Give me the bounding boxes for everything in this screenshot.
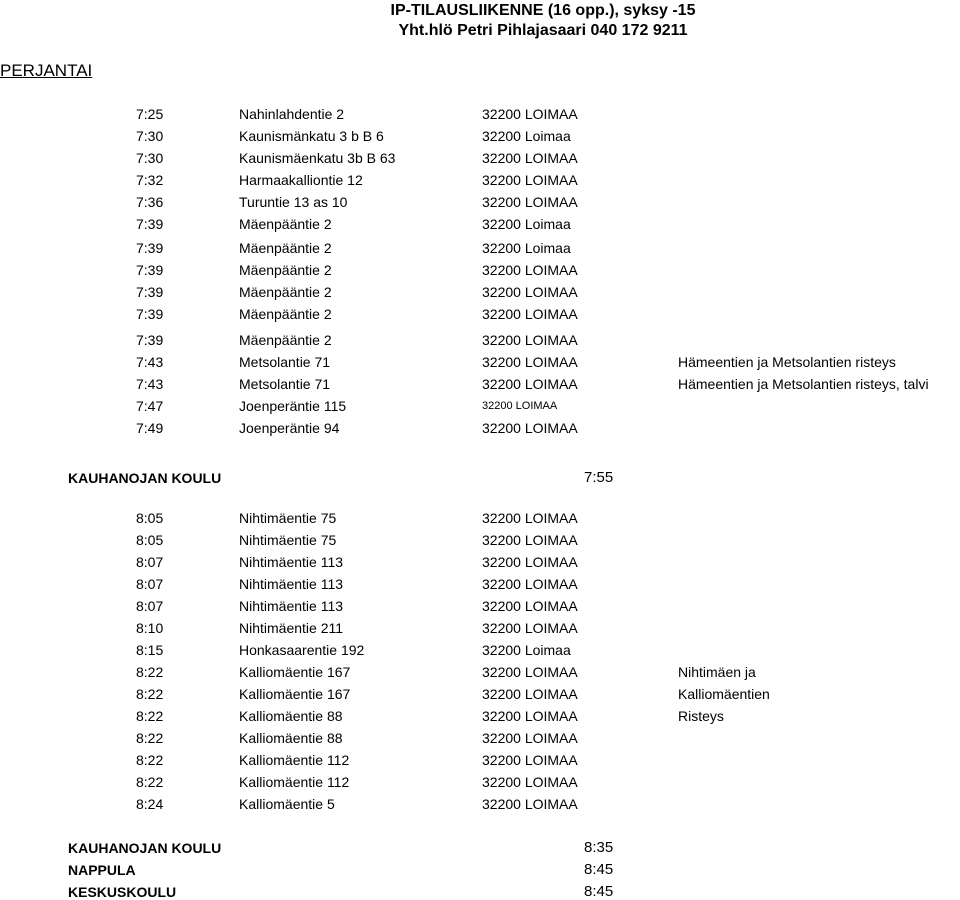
- row-street: Nihtimäentie 75: [239, 510, 337, 526]
- schedule-row: [0, 216, 960, 236]
- row-note: Hämeentien ja Metsolantien risteys: [678, 354, 896, 370]
- row-time: 7:49: [136, 420, 164, 436]
- row-street: Nahinlahdentie 2: [239, 106, 345, 122]
- schedule-row: [0, 240, 960, 260]
- schedule-row: [0, 620, 960, 640]
- row-time: 7:30: [136, 128, 164, 144]
- row-city: 32200 Loimaa: [482, 642, 571, 658]
- row-city: 32200 LOIMAA: [482, 774, 578, 790]
- schedule-row: [0, 150, 960, 170]
- schedule-row: [0, 262, 960, 282]
- schedule-row: [0, 598, 960, 618]
- row-street: Kalliomäentie 167: [239, 686, 351, 702]
- row-city: 32200 LOIMAA: [482, 752, 578, 768]
- school-name: NAPPULA: [68, 862, 136, 878]
- row-street: Metsolantie 71: [239, 376, 331, 392]
- row-time: 7:39: [136, 332, 164, 348]
- row-time: 8:10: [136, 620, 164, 636]
- row-city: 32200 LOIMAA: [482, 796, 578, 812]
- row-street: Kaunismänkatu 3 b B 6: [239, 128, 384, 144]
- row-city: 32200 LOIMAA: [482, 284, 578, 300]
- row-time: 7:47: [136, 398, 164, 414]
- row-city: 32200 LOIMAA: [482, 664, 578, 680]
- row-time: 8:15: [136, 642, 164, 658]
- schedule-row: [0, 576, 960, 596]
- row-note: Nihtimäen ja: [678, 664, 756, 680]
- school-arrival-time: 8:35: [584, 839, 614, 856]
- schedule-row: [0, 194, 960, 214]
- row-city: 32200 LOIMAA: [482, 354, 578, 370]
- row-time: 7:43: [136, 376, 164, 392]
- row-street: Mäenpääntie 2: [239, 284, 332, 300]
- row-time: 7:32: [136, 172, 164, 188]
- contact-line: Yht.hlö Petri Pihlajasaari 040 172 9211: [398, 22, 688, 39]
- row-city: 32200 Loimaa: [482, 128, 571, 144]
- row-time: 8:07: [136, 554, 164, 570]
- row-street: Kalliomäentie 167: [239, 664, 351, 680]
- row-street: Nihtimäentie 113: [239, 598, 344, 614]
- schedule-row: [0, 398, 960, 418]
- schedule-row: [0, 642, 960, 662]
- row-city: 32200 Loimaa: [482, 240, 571, 256]
- row-street: Mäenpääntie 2: [239, 240, 332, 256]
- row-street: Nihtimäentie 113: [239, 554, 344, 570]
- school-name: KAUHANOJAN KOULU: [68, 840, 222, 856]
- row-street: Mäenpääntie 2: [239, 332, 332, 348]
- row-city: 32200 LOIMAA: [482, 150, 578, 166]
- row-street: Nihtimäentie 113: [239, 576, 344, 592]
- row-time: 8:07: [136, 598, 164, 614]
- row-note: Kalliomäentien: [678, 686, 770, 702]
- schedule-row: [0, 752, 960, 772]
- row-city: 32200 LOIMAA: [482, 576, 578, 592]
- schedule-row: [0, 420, 960, 440]
- row-city: 32200 LOIMAA: [482, 400, 558, 412]
- row-time: 8:22: [136, 752, 164, 768]
- school-arrival-time: 8:45: [584, 883, 614, 900]
- row-time: 8:05: [136, 510, 164, 526]
- row-time: 8:22: [136, 686, 164, 702]
- row-street: Nihtimäentie 211: [239, 620, 344, 636]
- row-time: 8:22: [136, 708, 164, 724]
- row-street: Turuntie 13 as 10: [239, 194, 348, 210]
- row-city: 32200 LOIMAA: [482, 686, 578, 702]
- row-time: 8:22: [136, 774, 164, 790]
- row-street: Kalliomäentie 5: [239, 796, 335, 812]
- row-time: 8:24: [136, 796, 164, 812]
- row-note: Risteys: [678, 708, 724, 724]
- schedule-row: [0, 376, 960, 396]
- row-city: 32200 LOIMAA: [482, 598, 578, 614]
- row-city: 32200 LOIMAA: [482, 620, 578, 636]
- schedule-row: [0, 106, 960, 126]
- row-city: 32200 LOIMAA: [482, 332, 578, 348]
- row-city: 32200 LOIMAA: [482, 554, 578, 570]
- school-name: KESKUSKOULU: [68, 884, 177, 900]
- schedule-row: [0, 708, 960, 728]
- row-street: Joenperäntie 115: [239, 398, 347, 414]
- row-city: 32200 LOIMAA: [482, 376, 578, 392]
- row-city: 32200 LOIMAA: [482, 420, 578, 436]
- row-city: 32200 LOIMAA: [482, 194, 578, 210]
- school-name: KAUHANOJAN KOULU: [68, 470, 222, 486]
- row-street: Kalliomäentie 88: [239, 708, 343, 724]
- row-city: 32200 LOIMAA: [482, 532, 578, 548]
- row-note: Hämeentien ja Metsolantien risteys, talvi: [678, 376, 929, 392]
- row-time: 7:39: [136, 240, 164, 256]
- row-street: Kalliomäentie 88: [239, 730, 343, 746]
- schedule-row: [0, 128, 960, 148]
- row-time: 7:39: [136, 306, 164, 322]
- row-street: Kalliomäentie 112: [239, 752, 350, 768]
- row-city: 32200 LOIMAA: [482, 262, 578, 278]
- row-city: 32200 LOIMAA: [482, 510, 578, 526]
- schedule-row: [0, 664, 960, 684]
- school-arrival-time: 7:55: [584, 469, 614, 486]
- row-city: 32200 Loimaa: [482, 216, 571, 232]
- row-time: 8:22: [136, 730, 164, 746]
- row-city: 32200 LOIMAA: [482, 172, 578, 188]
- schedule-row: [0, 332, 960, 352]
- schedule-row: [0, 306, 960, 326]
- row-street: Harmaakalliontie 12: [239, 172, 363, 188]
- row-street: Kaunismäenkatu 3b B 63: [239, 150, 396, 166]
- row-time: 7:39: [136, 262, 164, 278]
- schedule-row: [0, 284, 960, 304]
- row-time: 7:36: [136, 194, 164, 210]
- row-time: 8:07: [136, 576, 164, 592]
- school-arrival-time: 8:45: [584, 861, 614, 878]
- row-street: Mäenpääntie 2: [239, 262, 332, 278]
- row-time: 7:39: [136, 284, 164, 300]
- row-street: Mäenpääntie 2: [239, 306, 332, 322]
- schedule-row: [0, 774, 960, 794]
- row-street: Metsolantie 71: [239, 354, 331, 370]
- schedule-row: [0, 730, 960, 750]
- row-time: 8:05: [136, 532, 164, 548]
- row-street: Honkasaarentie 192: [239, 642, 365, 658]
- row-city: 32200 LOIMAA: [482, 708, 578, 724]
- schedule-row: [0, 172, 960, 192]
- day-heading: PERJANTAI: [0, 61, 93, 80]
- row-street: Nihtimäentie 75: [239, 532, 337, 548]
- row-city: 32200 LOIMAA: [482, 106, 578, 122]
- document-title: IP-TILAUSLIIKENNE (16 opp.), syksy -15: [390, 2, 696, 19]
- row-city: 32200 LOIMAA: [482, 306, 578, 322]
- row-time: 7:43: [136, 354, 164, 370]
- row-street: Kalliomäentie 112: [239, 774, 350, 790]
- row-time: 7:25: [136, 106, 164, 122]
- schedule-row: [0, 532, 960, 552]
- row-time: 7:30: [136, 150, 164, 166]
- schedule-row: [0, 354, 960, 374]
- row-street: Joenperäntie 94: [239, 420, 340, 436]
- row-city: 32200 LOIMAA: [482, 730, 578, 746]
- row-street: Mäenpääntie 2: [239, 216, 332, 232]
- row-time: 8:22: [136, 664, 164, 680]
- row-time: 7:39: [136, 216, 164, 232]
- schedule-row: [0, 796, 960, 816]
- schedule-row: [0, 686, 960, 706]
- schedule-row: [0, 554, 960, 574]
- schedule-row: [0, 510, 960, 530]
